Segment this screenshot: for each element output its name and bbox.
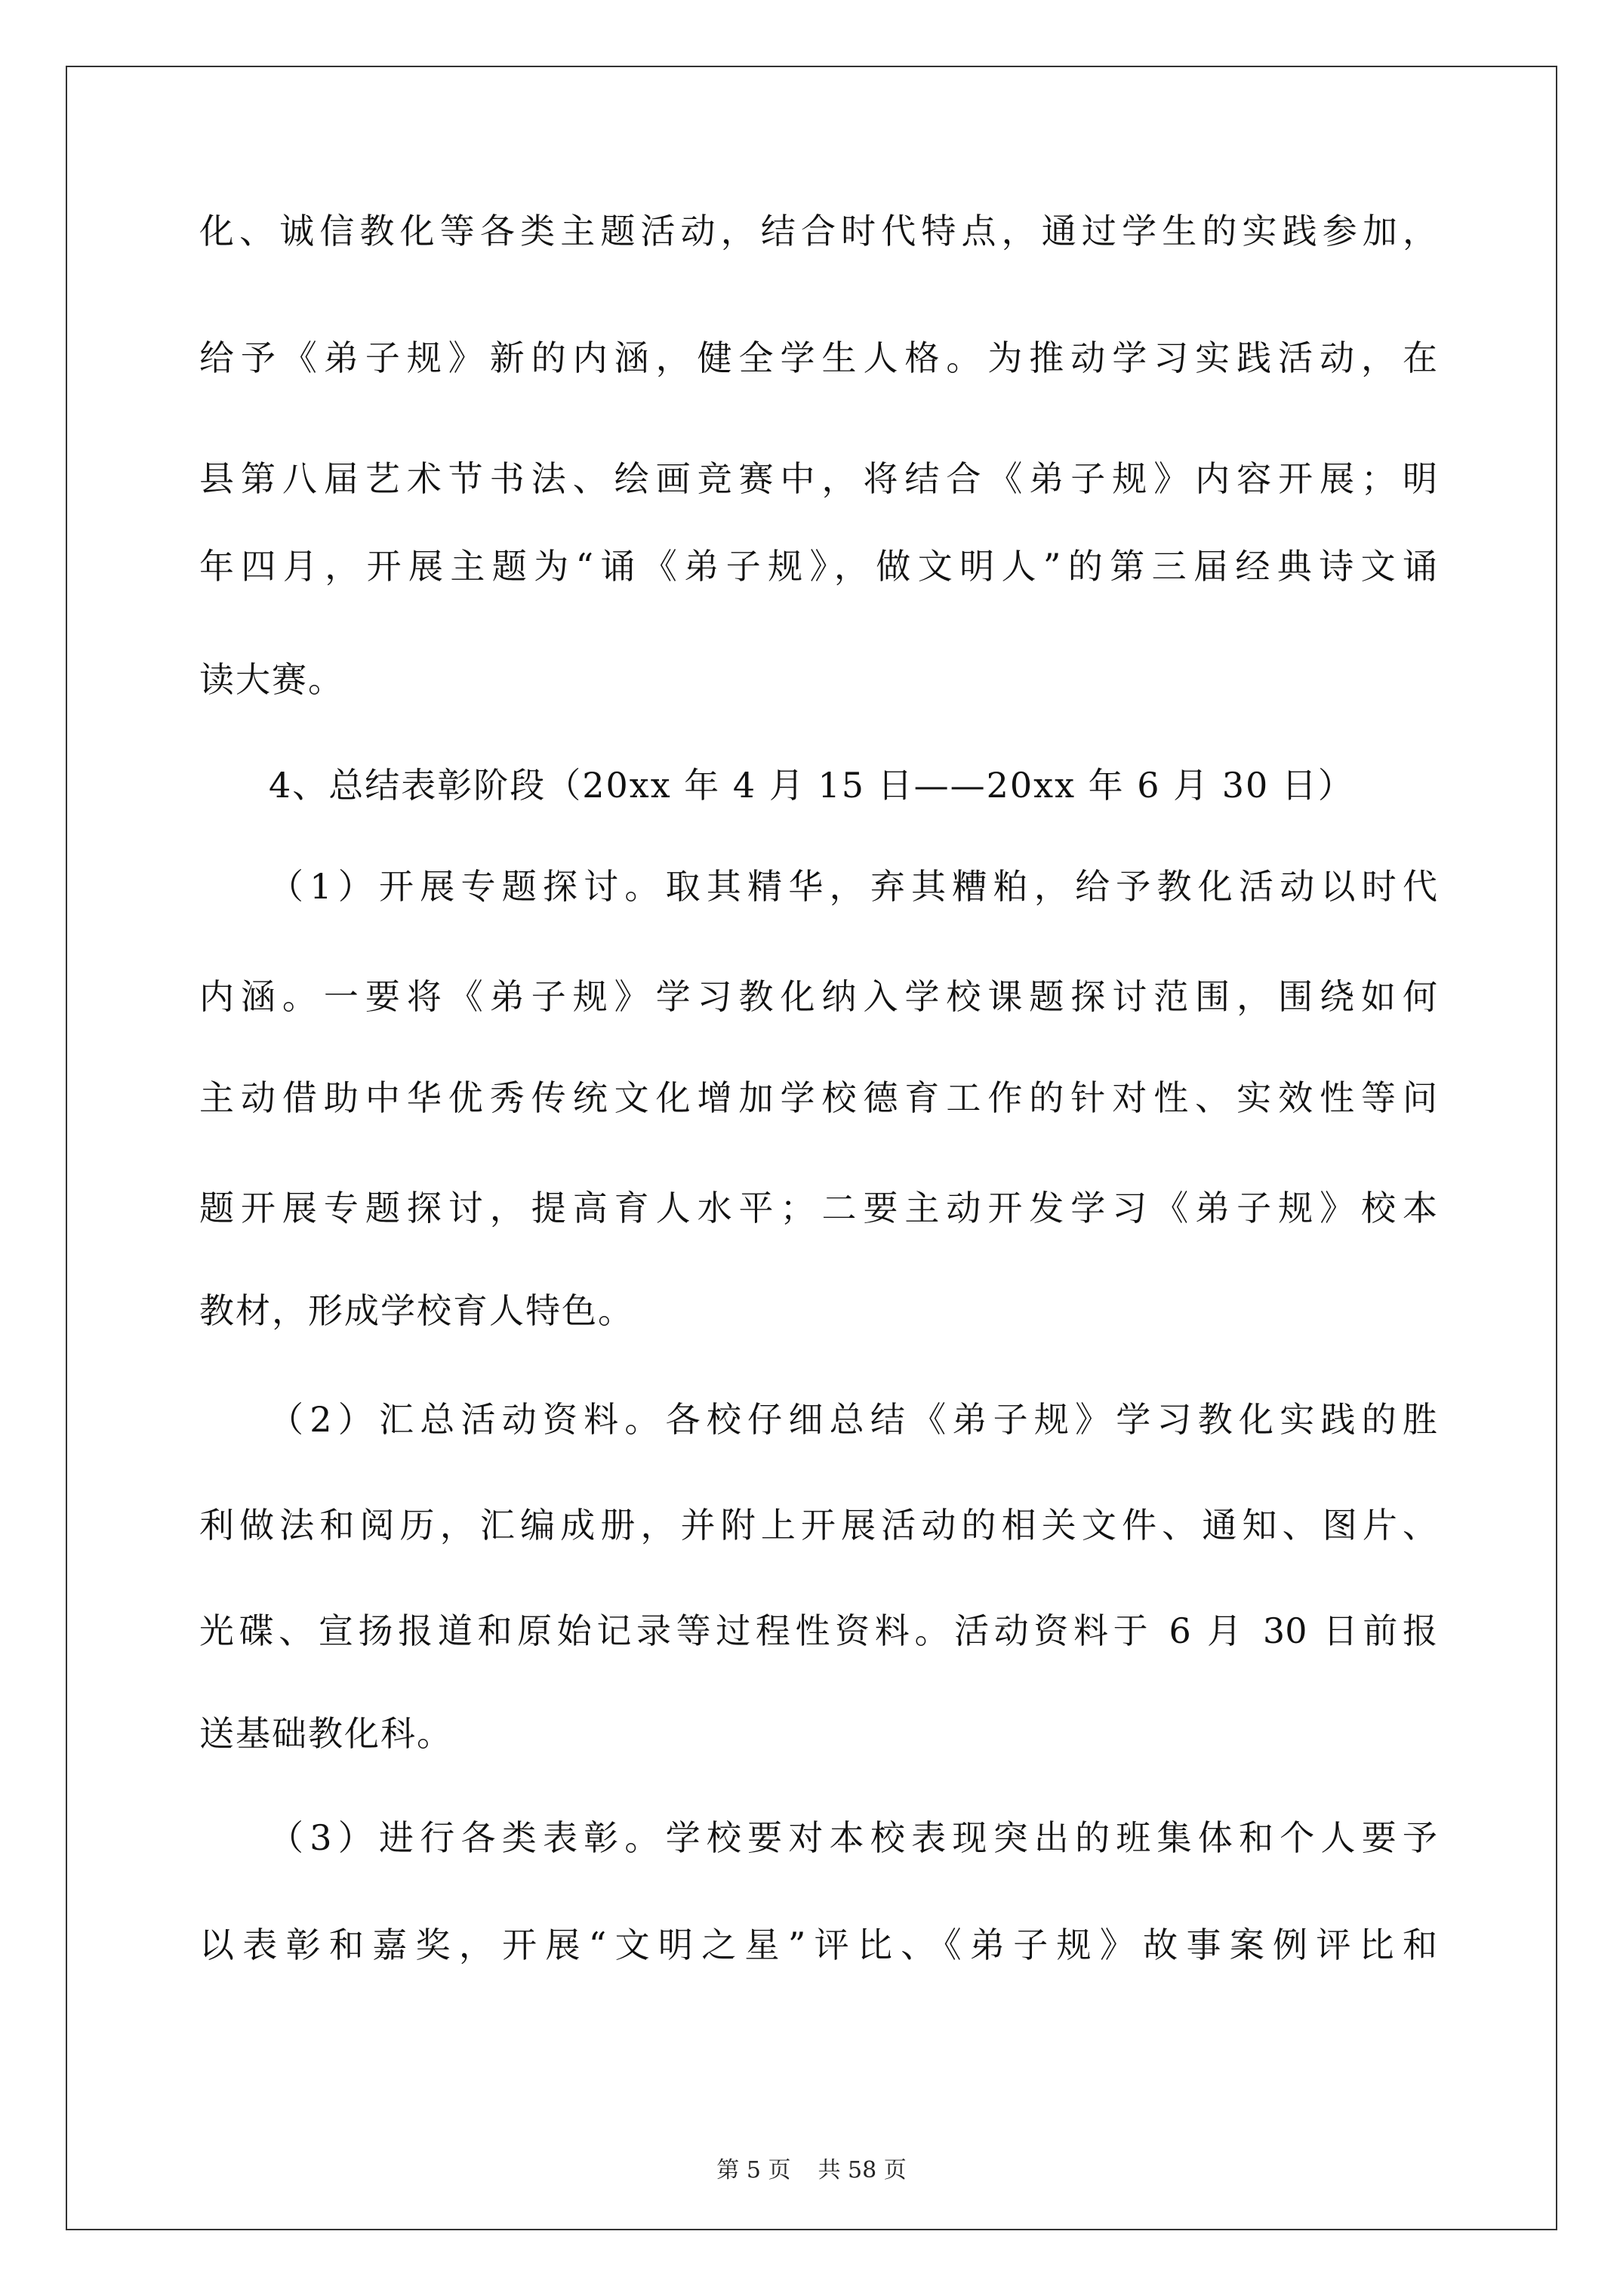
text-line: （2）汇总活动资料。各校仔细总结《弟子规》学习教化实践的胜	[269, 1399, 1437, 1440]
text-line: 县第八届艺术节书法、绘画竞赛中，将结合《弟子规》内容开展；明	[199, 458, 1437, 499]
text-line: 以表彰和嘉奖，开展“文明之星”评比、《弟子规》故事案例评比和	[199, 1925, 1437, 1965]
text-line: 给予《弟子规》新的内涵，健全学生人格。为推动学习实践活动，在	[199, 337, 1437, 378]
text-line: 化、诚信教化等各类主题活动，结合时代特点，通过学生的实践参加，	[199, 211, 1437, 251]
text-line: 年四月，开展主题为“诵《弟子规》，做文明人”的第三届经典诗文诵	[199, 546, 1437, 587]
text-line: 教材，形成学校育人特色。	[199, 1290, 634, 1331]
page-number: 第 5 页	[716, 2157, 791, 2184]
text-line: （3）进行各类表彰。学校要对本校表现突出的班集体和个人要予	[269, 1817, 1437, 1858]
text-line: （1）开展专题探讨。取其精华，弃其糟粕，给予教化活动以时代	[269, 866, 1437, 907]
text-line: 主动借助中华优秀传统文化增加学校德育工作的针对性、实效性等问	[199, 1077, 1437, 1118]
text-line: 题开展专题探讨，提高育人水平；二要主动开发学习《弟子规》校本	[199, 1188, 1437, 1228]
page-total: 共 58 页	[818, 2157, 907, 2184]
text-line: 读大赛。	[199, 659, 344, 700]
text-line: 利做法和阅历，汇编成册，并附上开展活动的相关文件、通知、图片、	[199, 1505, 1437, 1546]
section-heading: 4、总结表彰阶段（20xx 年 4 月 15 日——20xx 年 6 月 30 日）	[269, 765, 1354, 806]
text-line: 内涵。一要将《弟子规》学习教化纳入学校课题探讨范围，围绕如何	[199, 976, 1437, 1017]
text-line: 光碟、宣扬报道和原始记录等过程性资料。活动资料于 6 月 30 日前报	[199, 1610, 1437, 1651]
text-line: 送基础教化科。	[199, 1713, 453, 1754]
page-footer	[0, 2156, 1623, 2186]
